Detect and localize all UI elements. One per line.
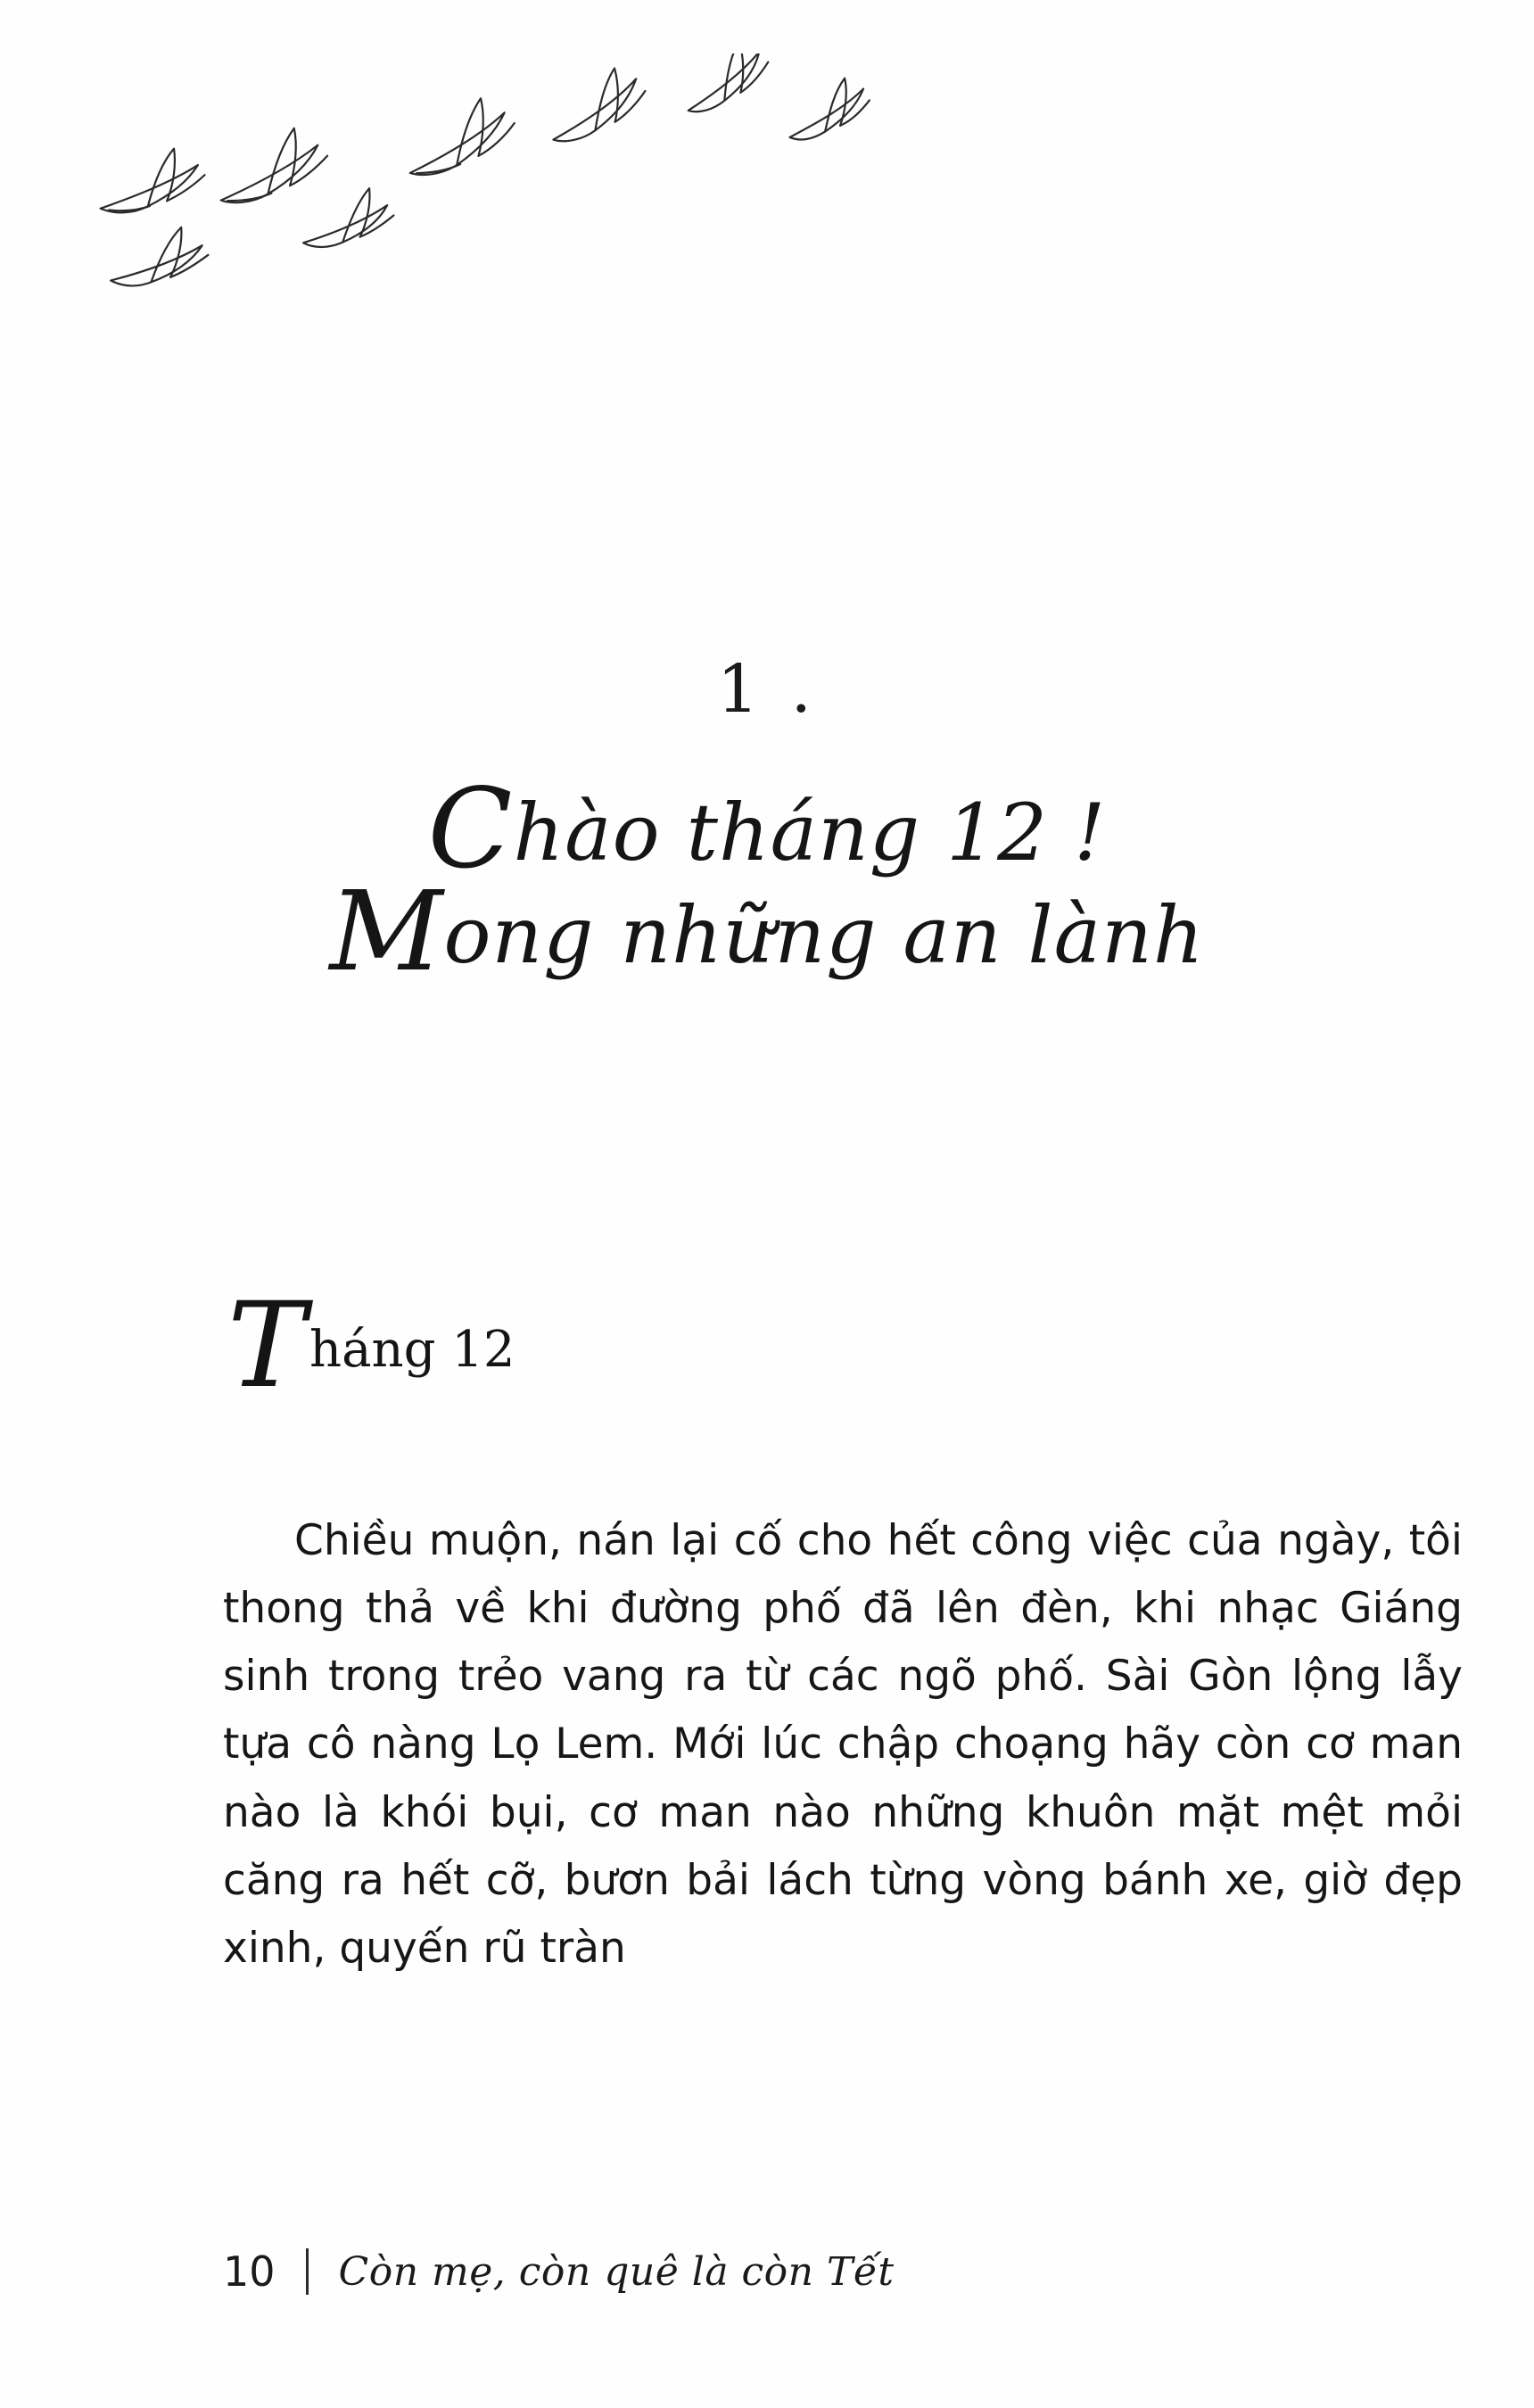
chapter-number: 1 . — [716, 651, 818, 728]
footer-divider — [306, 2248, 309, 2295]
footer-book-title: Còn mẹ, còn quê là còn Tết — [338, 2248, 895, 2295]
page-footer — [223, 2247, 895, 2296]
chapter-title-line-2-text: ong những an lành — [443, 889, 1205, 982]
section-heading-text: háng 12 — [309, 1321, 515, 1379]
section-heading — [227, 1277, 515, 1414]
chapter-title-line-2 — [0, 868, 1534, 997]
chapter-title — [0, 765, 1534, 997]
section-heading-dropcap: T — [227, 1277, 307, 1414]
chapter-title-line-1 — [0, 765, 1534, 894]
chapter-title-line-2-capital: M — [329, 868, 444, 997]
body-text — [223, 1507, 1463, 1983]
page-number: 10 — [223, 2247, 276, 2296]
flying-swallows-illustration — [36, 54, 1177, 428]
chapter-title-line-1-capital: C — [427, 765, 514, 894]
chapter-title-line-1-text: hào tháng 12 ! — [513, 787, 1107, 878]
body-paragraph: Chiều muộn, nán lại cố cho hết công việc của ngày, tôi thong thả về khi đường phố đã lên đèn, khi nhạc Giáng sinh trong trẻo vang ra từ các ngõ phố. Sài Gòn lộng lẫy tựa cô nàng Lọ Lem. Mới lúc chập choạng hãy còn cơ man nào là khói bụi, cơ man nào những khuôn mặt mệt mỏi căng ra hết cỡ, bươn bải lách từng vòng bánh xe, giờ đẹp xinh, quyến rũ tràn — [223, 1516, 1463, 1973]
